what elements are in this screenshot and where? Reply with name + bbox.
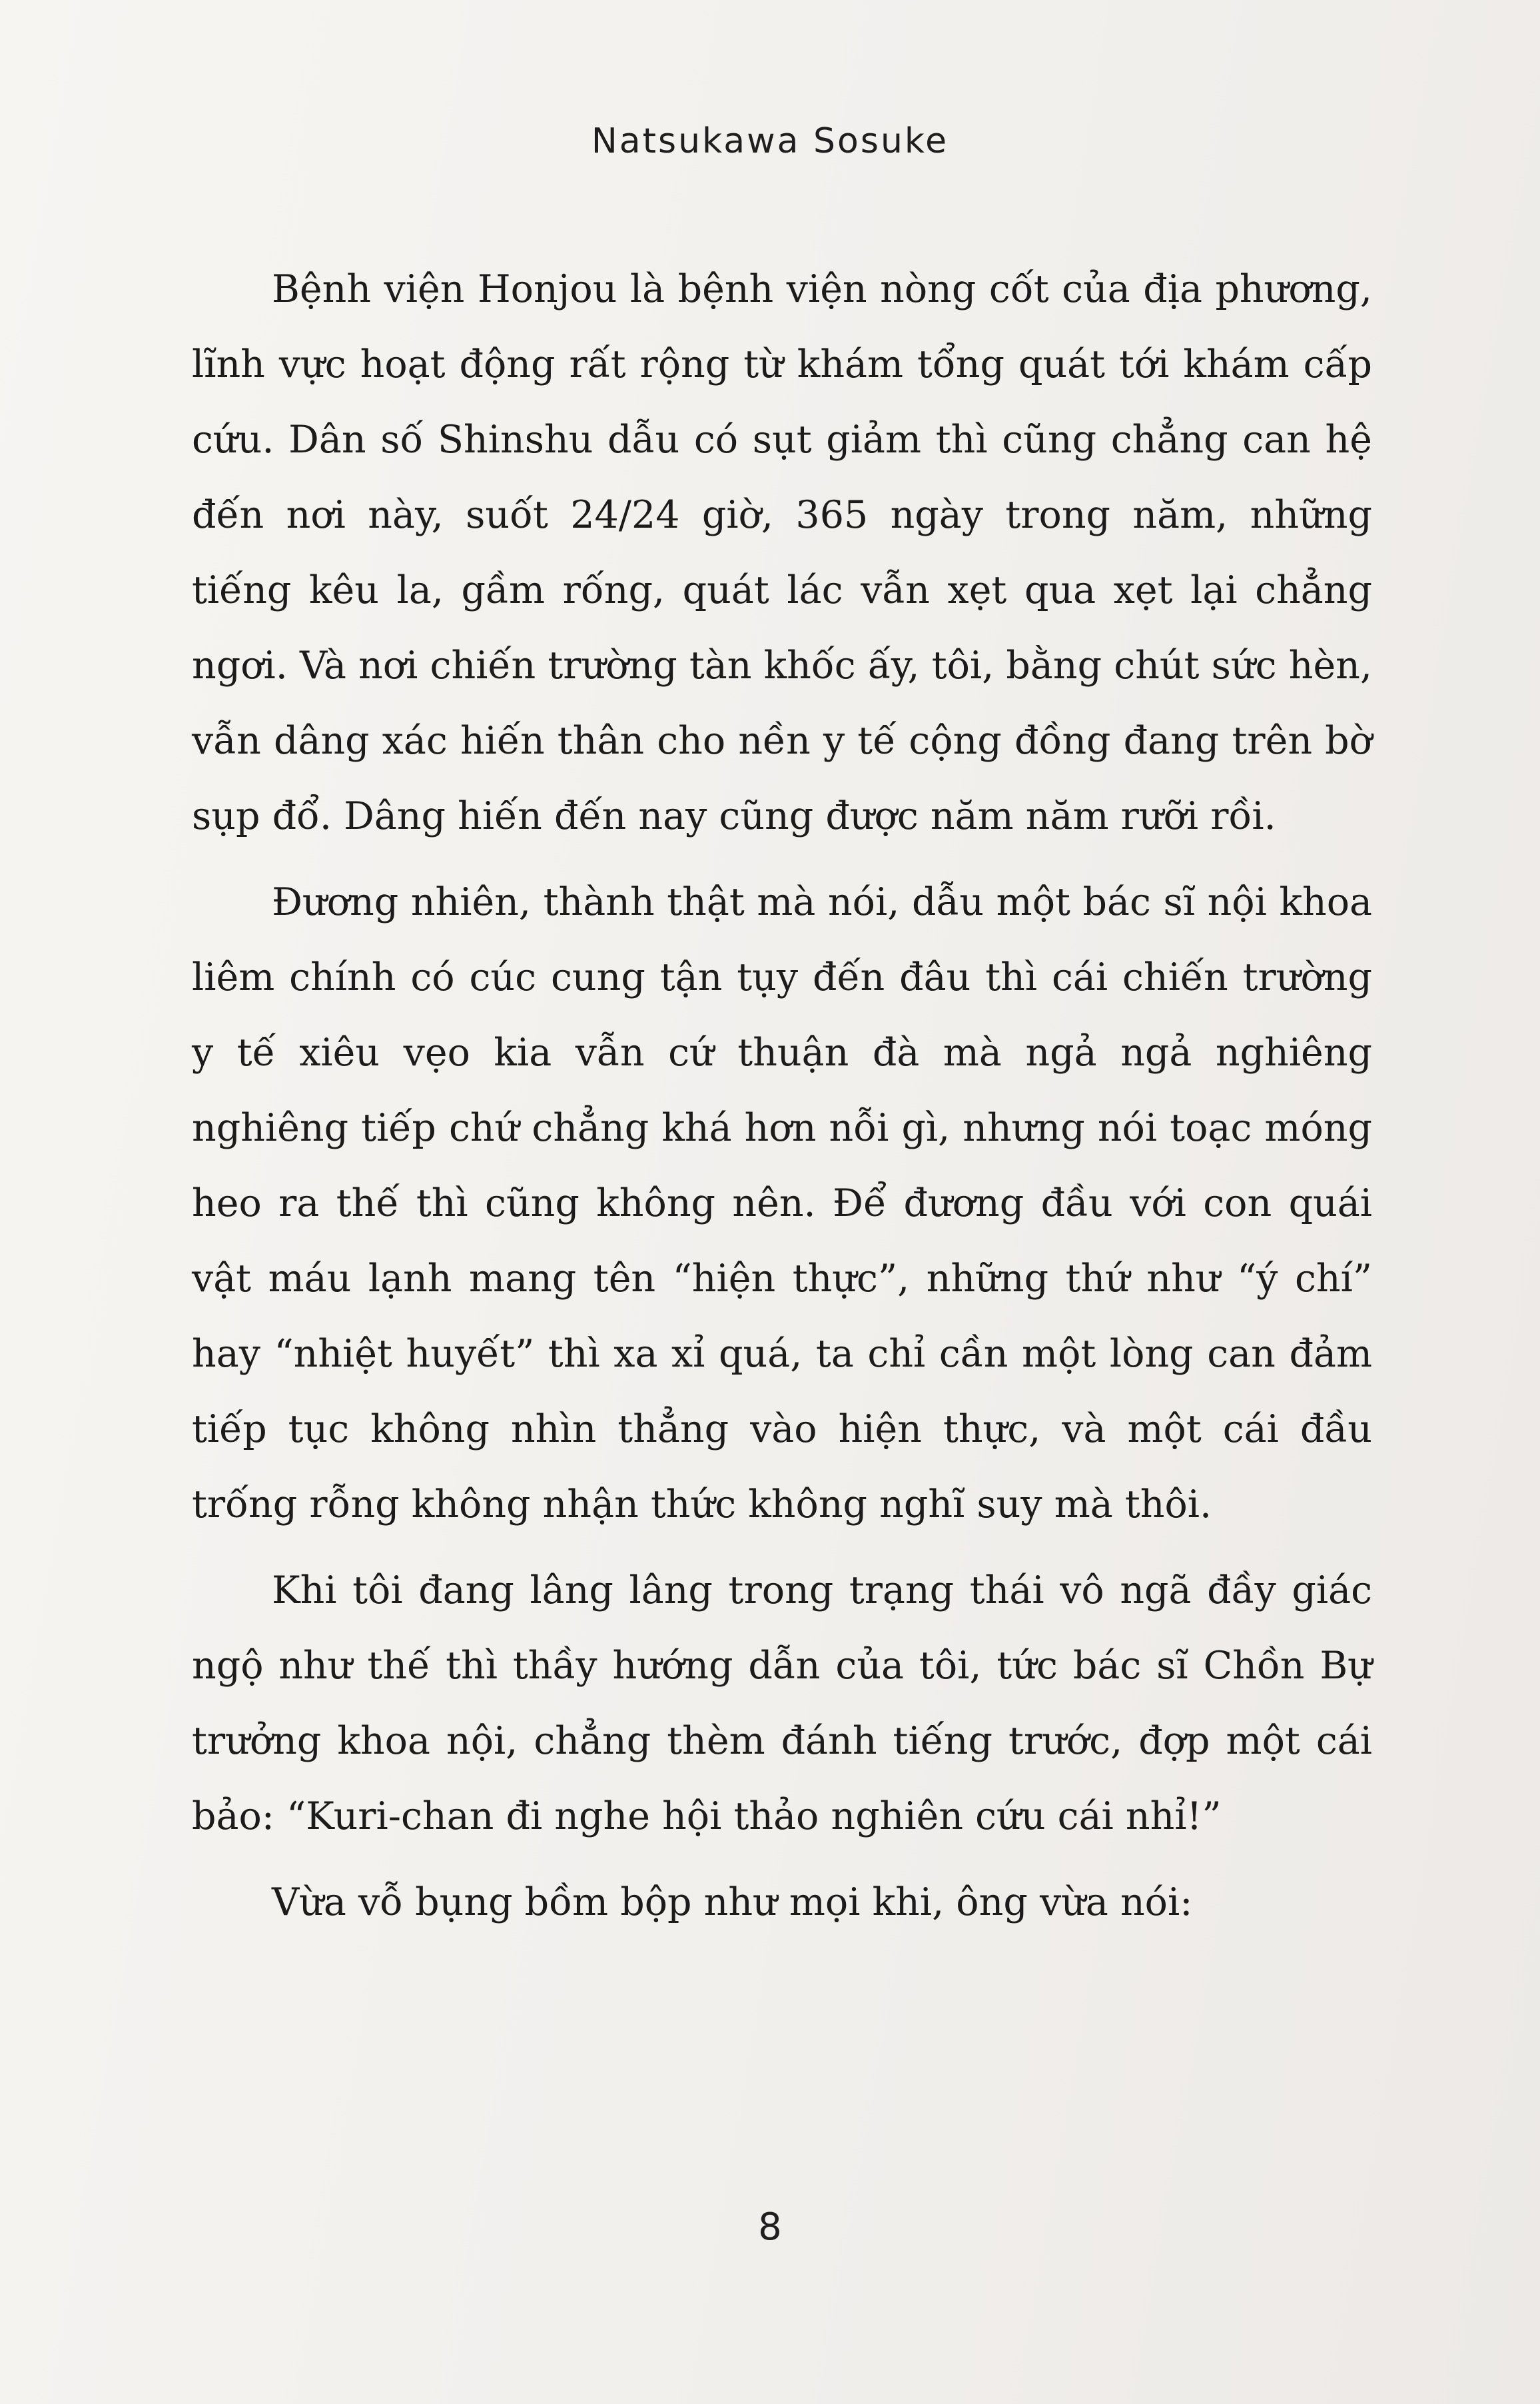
paragraph-3: Khi tôi đang lâng lâng trong trạng thái vô ngã đầy giác ngộ như thế thì thầy hướng dẫn của tôi, tức bác sĩ Chồn Bự trưởng khoa nội, chẳng thèm đánh tiếng trước, đợp một cái bảo: “Kuri-chan đi nghe hội thảo nghiên cứu cái nhỉ!” (192, 1568, 1372, 1838)
running-head-author: Natsukawa Sosuke (591, 121, 949, 161)
body-text (192, 252, 1372, 1951)
page-number: 8 (758, 2205, 782, 2249)
paragraph-4: Vừa vỗ bụng bồm bộp như mọi khi, ông vừa nói: (272, 1880, 1193, 1924)
paragraph-2: Đương nhiên, thành thật mà nói, dẫu một bác sĩ nội khoa liêm chính có cúc cung tận tụy đến đâu thì cái chiến trường y tế xiêu vẹo kia vẫn cứ thuận đà mà ngả ngả nghiêng nghiêng tiếp chứ chẳng khá hơn nỗi gì, nhưng nói toạc móng heo ra thế thì cũng không nên. Để đương đầu với con quái vật máu lạnh mang tên “hiện thực”, những thứ như “ý chí” hay “nhiệt huyết” thì xa xỉ quá, ta chỉ cần một lòng can đảm tiếp tục không nhìn thẳng vào hiện thực, và một cái đầu trống rỗng không nhận thức không nghĩ suy mà thôi. (192, 880, 1372, 1526)
paragraph-1: Bệnh viện Honjou là bệnh viện nòng cốt của địa phương, lĩnh vực hoạt động rất rộng từ khám tổng quát tới khám cấp cứu. Dân số Shinshu dẫu có sụt giảm thì cũng chẳng can hệ đến nơi này, suốt 24/24 giờ, 365 ngày trong năm, những tiếng kêu la, gầm rống, quát lác vẫn xẹt qua xẹt lại chẳng ngơi. Và nơi chiến trường tàn khốc ấy, tôi, bằng chút sức hèn, vẫn dâng xác hiến thân cho nền y tế cộng đồng đang trên bờ sụp đổ. Dâng hiến đến nay cũng được năm năm rưỡi rồi. (192, 267, 1372, 838)
